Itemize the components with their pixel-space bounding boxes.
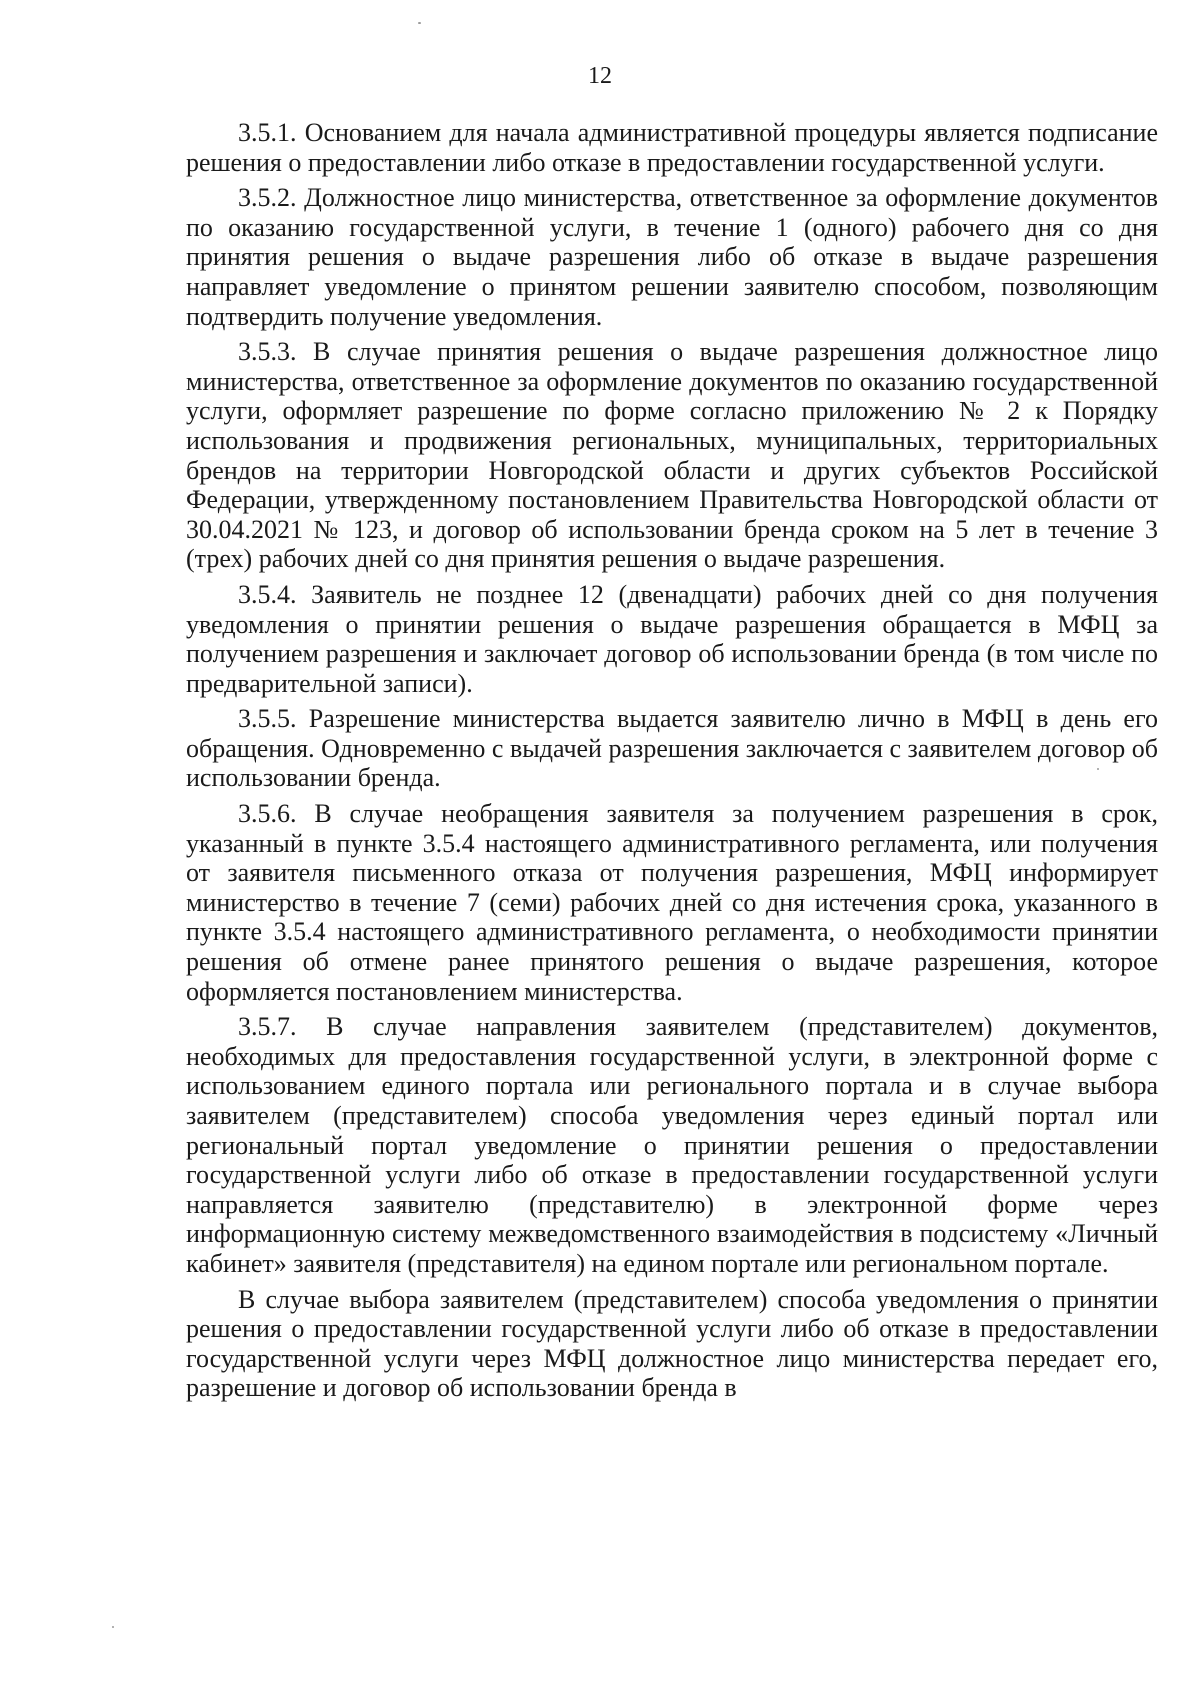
paragraph-3-5-1: 3.5.1. Основанием для начала административной процедуры является подписание решения о предоставлении либо отказе в предоставлении государственной услуги. (186, 118, 1158, 177)
paragraph-3-5-7: 3.5.7. В случае направления заявителем (представителем) документов, необходимых для предоставления государственной услуги, в электронной форме с использованием единого портала или регионального портала и в случае выбора заявителем (представителем) способа уведомления через единый портал или региональный портал уведомление о принятии решения о предоставлении государственной услуги либо об отказе в предоставлении государственной услуги направляется заявителю (представителю) в электронной форме через информационную систему межведомственного взаимодействия в подсистему «Личный кабинет» заявителя (представителя) на едином портале или региональном портале. (186, 1012, 1158, 1278)
paragraph-3-5-2: 3.5.2. Должностное лицо министерства, ответственное за оформление документов по оказанию государственной услуги, в течение 1 (одного) рабочего дня со дня принятия решения о выдаче разрешения либо об отказе в выдаче разрешения направляет уведомление о принятом решении заявителю способом, позволяющим подтвердить получение уведомления. (186, 183, 1158, 331)
paragraph-3-5-5: 3.5.5. Разрешение министерства выдается заявителю лично в МФЦ в день его обращения. Одновременно с выдачей разрешения заключается с заявителем договор об использовании бренда. (186, 704, 1158, 793)
paragraph-mfc-notification: В случае выбора заявителем (представителем) способа уведомления о принятии решения о предоставлении государственной услуги либо об отказе в предоставлении государственной услуги через МФЦ должностное лицо министерства передает его, разрешение и договор об использовании бренда в (186, 1284, 1158, 1403)
scan-speck (112, 1626, 114, 1628)
paragraph-3-5-3: 3.5.3. В случае принятия решения о выдаче разрешения должностное лицо министерства, ответственное за оформление документов по оказанию государственной услуги, оформляет разрешение по форме согласно приложению № 2 к Порядку использования и продвижения региональных, муниципальных, территориальных брендов на территории Новгородской области и других субъектов Российской Федерации, утвержденному постановлением Правительства Новгородской области от 30.04.2021 № 123, и договор об использовании бренда сроком на 5 лет в течение 3 (трех) рабочих дней со дня принятия решения о выдаче разрешения. (186, 337, 1158, 574)
paragraph-3-5-6: 3.5.6. В случае необращения заявителя за получением разрешения в срок, указанный в пункте 3.5.4 настоящего административного регламента, или получения от заявителя письменного отказа от получения разрешения, МФЦ информирует министерство в течение 7 (семи) рабочих дней со дня истечения срока, указанного в пункте 3.5.4 настоящего административного регламента, о необходимости принятии решения об отмене ранее принятого решения о выдаче разрешения, которое оформляется постановлением министерства. (186, 799, 1158, 1006)
page-number: 12 (588, 63, 612, 89)
paragraph-3-5-4: 3.5.4. Заявитель не позднее 12 (двенадцати) рабочих дней со дня получения уведомления о принятии решения о выдаче разрешения обращается в МФЦ за получением разрешения и заключает договор об использовании бренда (в том числе по предварительной записи). (186, 579, 1158, 698)
scan-speck (418, 22, 421, 24)
document-body (186, 118, 1158, 1403)
